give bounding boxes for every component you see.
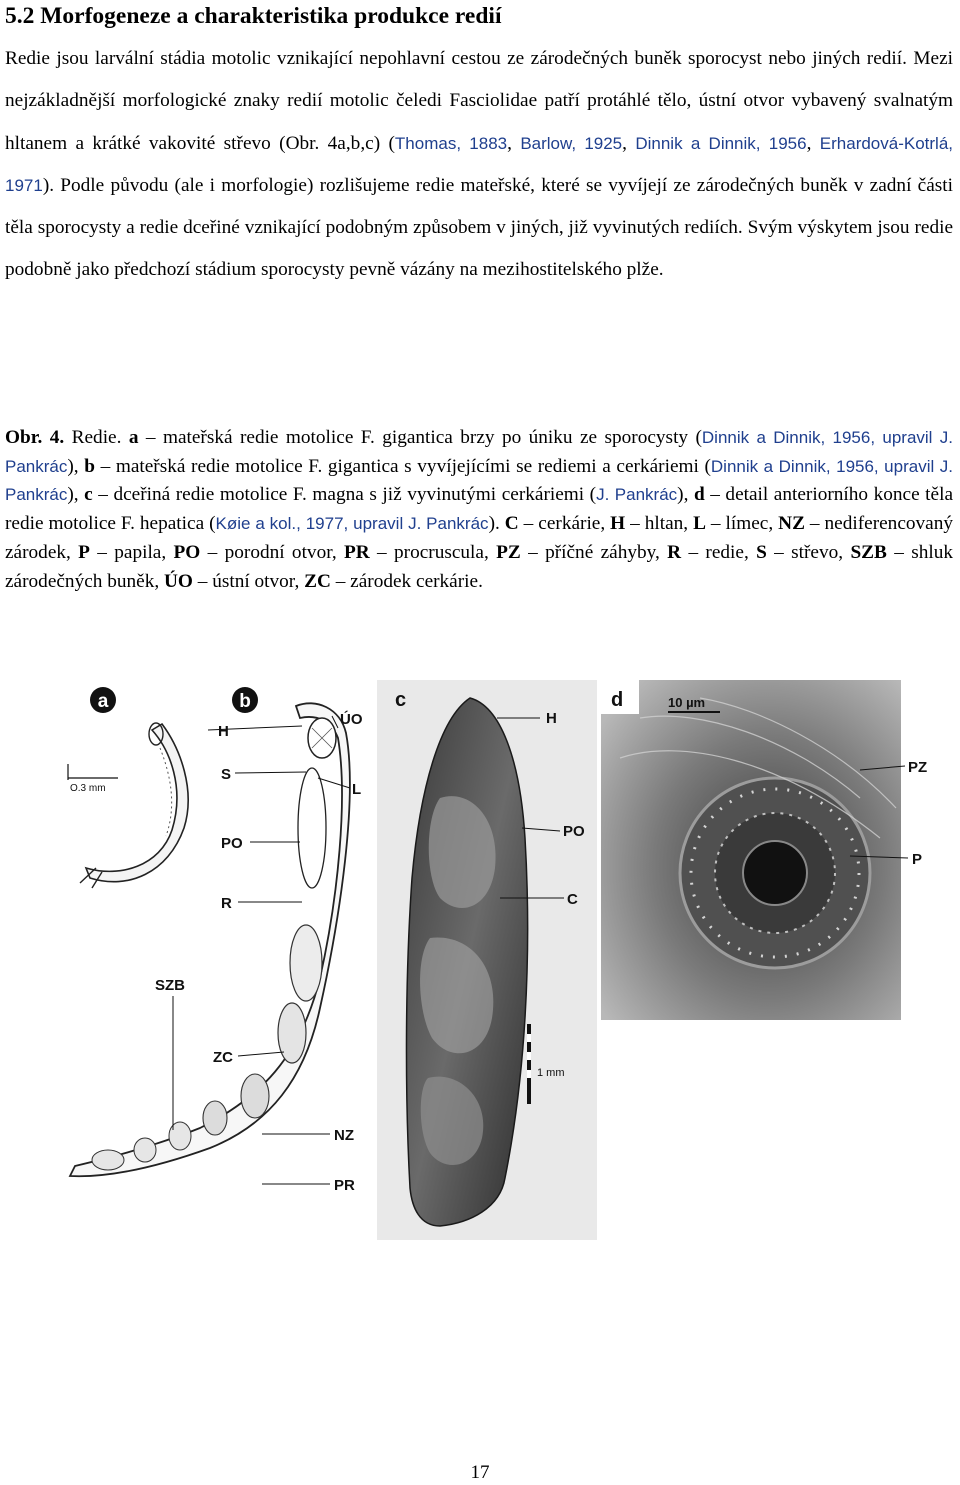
caption-key: NZ: [778, 513, 805, 535]
redia-b-embryo-5: [169, 1122, 191, 1150]
caption-key: S: [756, 541, 767, 563]
panel-b-label: b: [239, 691, 251, 712]
text-run: – detail anteriorního konce těla redie motolice F. hepatica (: [5, 484, 954, 535]
redia-b-germ-cells: [92, 1150, 124, 1170]
caption-key: P: [78, 541, 90, 563]
oral-opening: [743, 841, 807, 905]
redia-b-embryo-1: [290, 925, 322, 1001]
text-run: – nediferencovaný zárodek,: [5, 513, 954, 563]
redia-b-gut: [298, 768, 326, 888]
section-title: 5.2 Morfogeneze a charakteristika produkce redií: [5, 3, 502, 29]
citation-link[interactable]: Erhardová-Kotrlá, 1971: [5, 133, 954, 195]
scale-label-d: 10 µm: [668, 695, 706, 710]
text-run: ) (: [373, 132, 395, 154]
panel-c-label: c: [395, 689, 407, 711]
label-PR: PR: [334, 1177, 355, 1194]
body-paragraph: [5, 38, 953, 292]
scale-bar-c-tick: [527, 1052, 531, 1060]
panel-d-label: d: [611, 689, 624, 711]
panel-d-micrograph: [601, 680, 908, 1020]
scale-bar-c-tick: [527, 1034, 531, 1042]
text-run: ).: [488, 513, 505, 535]
text-run: ),: [67, 455, 85, 477]
figure-caption: [5, 424, 953, 596]
caption-key: C: [504, 513, 519, 535]
citation-link[interactable]: J. Pankrác: [596, 485, 678, 505]
scale-label-c: 1 mm: [537, 1067, 565, 1079]
redia-b-embryo-2: [278, 1003, 306, 1063]
label-UO: ÚO: [340, 711, 363, 728]
text-run: – střevo,: [766, 541, 851, 563]
label-H-b: H: [218, 723, 229, 740]
caption-key: b: [84, 455, 95, 477]
label-PZ: PZ: [908, 759, 928, 776]
leader-S: [235, 772, 306, 773]
figure-4-redie: [0, 678, 960, 1248]
text-run: – redie,: [681, 541, 757, 563]
caption-key: ÚO: [164, 570, 193, 592]
caption-key: PR: [344, 541, 370, 563]
panel-d-labels: [908, 759, 927, 868]
caption-key: d: [693, 484, 705, 506]
panel-c-photo: [377, 680, 597, 1240]
scale-bar-c-tick: [527, 1070, 531, 1078]
citation-link[interactable]: Barlow, 1925: [520, 133, 623, 153]
text-run: Redie.: [64, 427, 129, 448]
figure-reference: Obr. 4a,b,c: [285, 132, 374, 154]
text-run: ),: [677, 484, 694, 506]
caption-key: PO: [173, 541, 201, 563]
panel-a-label: a: [97, 691, 109, 712]
caption-key: c: [84, 484, 93, 506]
text-run: – příčné záhyby,: [520, 541, 668, 563]
scale-label-a: O.3 mm: [70, 783, 106, 794]
text-run: ). Podle původu (ale i morfologie) rozlišujeme redie mateřské, které se vyvíjejí ze zárodečných buněk v zadní části těla sporocysty a redie dceřiné vznikající podobným způsobem v jiných, již vyvinutých rediích. Svým výskytem jsou redie podobně jako předchozí stádium sporocysty pevně vázány na mezihostitelského plže.: [5, 174, 953, 281]
text-run: ),: [67, 484, 85, 506]
caption-label: Obr. 4.: [5, 427, 65, 448]
label-P: P: [912, 851, 923, 868]
leader-ZC: [238, 1052, 284, 1056]
citation-link[interactable]: Køie a kol., 1977, upravil J. Pankrác: [215, 514, 489, 534]
redia-b-embryo-4: [203, 1101, 227, 1135]
redia-b-embryo-6: [134, 1138, 156, 1162]
label-L: L: [352, 781, 362, 798]
text-run: – zárodek cerkárie.: [330, 570, 483, 592]
citation-link[interactable]: Dinnik a Dinnik, 1956, upravil J. Pankrác: [5, 428, 953, 476]
panel-a-drawing: [68, 687, 188, 888]
text-run: ,: [622, 132, 636, 154]
redia-a-body: [86, 724, 188, 882]
citation-link[interactable]: Thomas, 1883: [394, 133, 508, 153]
label-SZB: SZB: [155, 977, 185, 994]
text-run: – papila,: [89, 541, 174, 563]
label-S: S: [221, 766, 232, 783]
label-NZ: NZ: [334, 1127, 354, 1144]
label-H-c: H: [546, 710, 557, 727]
text-run: – shluk zárodečných buněk,: [5, 541, 953, 592]
text-run: – mateřská redie motolice F. gigantica brzy po úniku ze sporocysty (: [138, 427, 702, 448]
text-run: – porodní otvor,: [200, 541, 345, 563]
text-run: – ústní otvor,: [192, 570, 305, 592]
label-PO-c: PO: [563, 823, 585, 840]
caption-key: a: [128, 427, 139, 448]
text-run: Redie jsou larvální stádia motolic vznikající nepohlavní cestou ze zárodečných buněk sporocyst nebo jiných redií. Mezi nejzákladnější morfologické znaky redií motolic čeledi Fasciolidae patří protáhlé tělo, ústní otvor vybavený svalnatým hltanem a krátké vakovité střevo (: [5, 48, 953, 154]
caption-key: L: [693, 513, 706, 535]
text-run: ,: [507, 132, 521, 154]
caption-key: SZB: [850, 541, 887, 563]
text-run: ,: [806, 132, 820, 154]
citation-link[interactable]: Dinnik a Dinnik, 1956, upravil J. Pankrác: [5, 456, 953, 505]
text-run: – límec,: [705, 513, 779, 535]
redia-b-embryo-3: [241, 1074, 269, 1118]
text-run: – hltan,: [625, 513, 694, 535]
text-run: – procruscula,: [369, 541, 497, 563]
citation-link[interactable]: Dinnik a Dinnik, 1956: [635, 133, 807, 153]
text-run: – mateřská redie motolice F. gigantica s vyvíjejícími se rediemi a cerkáriemi (: [94, 455, 711, 477]
caption-key: PZ: [496, 541, 521, 563]
caption-key: H: [610, 513, 626, 535]
caption-key: R: [667, 541, 682, 563]
page-number: 17: [470, 1462, 490, 1483]
label-PO-b: PO: [221, 835, 243, 852]
label-C: C: [567, 891, 578, 908]
text-run: – dceřiná redie motolice F. magna s již vyvinutými cerkáriemi (: [92, 484, 597, 506]
panel-b-drawing: [70, 687, 350, 1184]
caption-key: ZC: [304, 570, 331, 592]
text-run: – cerkárie,: [518, 513, 611, 535]
label-ZC: ZC: [213, 1049, 233, 1066]
label-R: R: [221, 895, 232, 912]
